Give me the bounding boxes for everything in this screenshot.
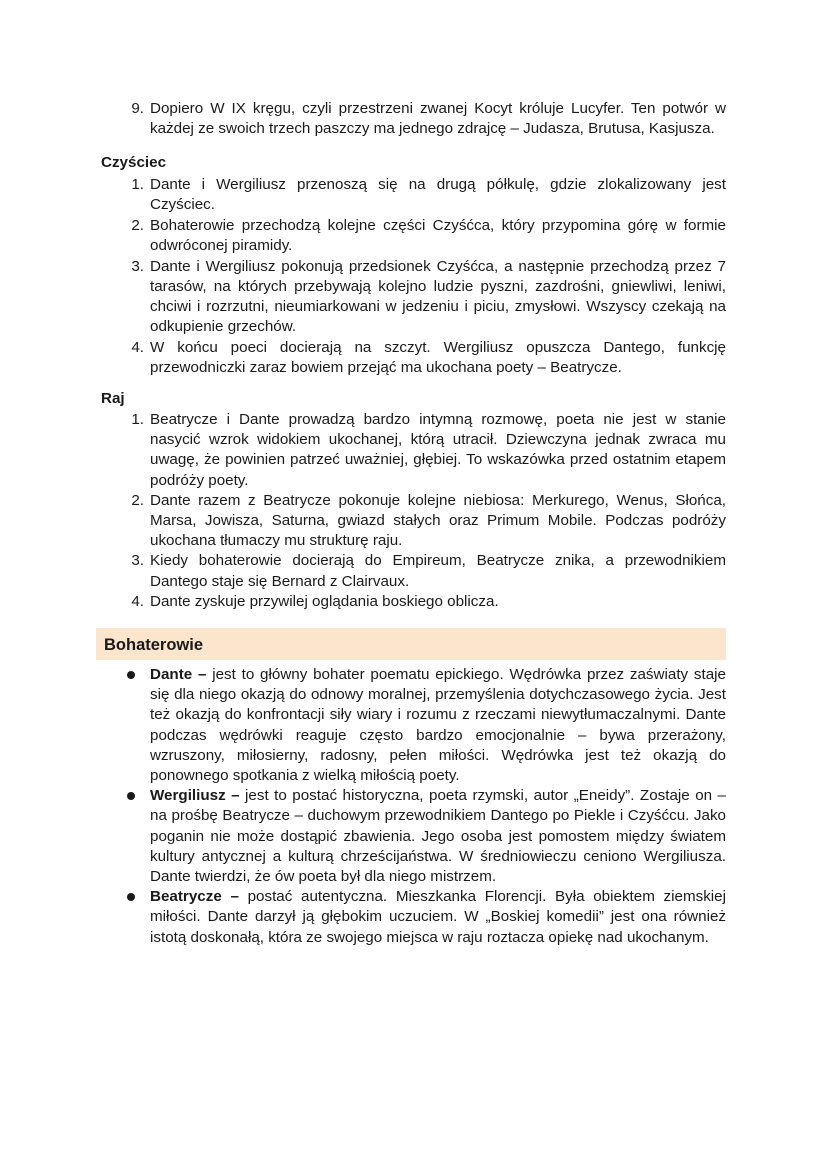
bullet-icon bbox=[127, 792, 135, 800]
hero-description: jest to główny bohater poematu epickiego. Wędrówka przez zaświaty staje się dla niego okazją do odnowy moralnej, przemyślenia dotychczasowego życia. Jest też okazją do konfrontacji siły wiary i rozumu z rzeczami niewytłumaczalnymi. Dante podczas wędrówki reaguje często bardzo emocjonalnie – bywa przerażony, wzruszony, miłosierny, radosny, pełen miłości. Wędrówka jest też okazją do ponownego spotkania z wielką miłością poety. bbox=[150, 666, 726, 785]
list-number: 3. bbox=[131, 257, 144, 275]
list-number: 2. bbox=[131, 216, 144, 234]
heroes-section-header bbox=[96, 628, 726, 660]
list-item bbox=[131, 338, 726, 378]
list-number: 9. bbox=[131, 100, 144, 117]
list-number: 2. bbox=[131, 491, 144, 509]
list-item bbox=[131, 175, 726, 215]
list-number: 1. bbox=[131, 176, 144, 193]
list-text: Beatrycze i Dante prowadzą bardzo intymną rozmowę, poeta nie jest w stanie nasycić wzrok widokiem ukochanej, którą utracił. Dziewczyna jednak zwraca mu uwagę, że powinien patrzeć uważniej, głębiej. To wskazówka przed ostatnim etapem podróży poety. bbox=[150, 411, 726, 489]
hero-name: Dante – bbox=[150, 666, 207, 683]
list-item bbox=[131, 551, 726, 591]
list-item bbox=[131, 592, 726, 612]
list-number: 4. bbox=[131, 339, 144, 357]
paradise-list bbox=[131, 410, 726, 612]
hero-description: postać autentyczna. Mieszkanka Florencji. Była obiektem ziemskiej miłości. Dante darzył ją głębokim uczuciem. W „Boskiej komedii” jest ona również istotą doskonałą, która ze swojego miejsca w raju roztacza opiekę nad ukochanym. bbox=[150, 888, 726, 946]
paradise-heading: Raj bbox=[101, 390, 125, 407]
list-text: Dopiero W IX kręgu, czyli przestrzeni zwanej Kocyt króluje Lucyfer. Ten potwór w każdej ze swoich trzech paszczy ma jednego zdrajcę – Judasza, Brutusa, Kasjusza. bbox=[150, 100, 726, 138]
list-text: Kiedy bohaterowie docierają do Empireum, Beatrycze znika, a przewodnikiem Dantego staje się Bernard z Clairvaux. bbox=[150, 552, 726, 590]
list-text: W końcu poeci docierają na szczyt. Wergiliusz opuszcza Dantego, funkcję przewodniczki zaraz bowiem przejąć ma ukochana poety – Beatrycze. bbox=[150, 339, 726, 377]
purgatory-heading: Czyściec bbox=[101, 154, 167, 171]
heroes-heading: Bohaterowie bbox=[104, 636, 204, 654]
hero-item-wergiliusz bbox=[150, 786, 726, 887]
list-item bbox=[131, 99, 726, 139]
list-text: Dante zyskuje przywilej oglądania boskiego oblicza. bbox=[150, 592, 499, 610]
hero-description: jest to postać historyczna, poeta rzymski, autor „Eneidy”. Zostaje on – na prośbę Beatrycze – duchowym przewodnikiem Dantego po Piekle i Czyśćcu. Jako poganin nie może dostąpić zbawienia. Jego osoba jest pomostem między światem kultury antycznej a kulturą chrześcijaństwa. W średniowieczu ceniono Wergiliusza. Dante twierdzi, że ów poeta był dla niego mistrzem. bbox=[150, 787, 726, 886]
hero-item-beatrycze bbox=[150, 887, 726, 948]
hero-item-dante bbox=[150, 665, 726, 786]
list-text: Dante i Wergiliusz pokonują przedsionek Czyśćca, a następnie przechodzą przez 7 tarasów, na których przebywają kolejno ludzie pyszni, zazdrośni, gniewliwi, leniwi, chciwi i rozrzutni, nieumiarkowani w jedzeniu i piciu, zmysłowi. Wszyscy czekają na odkupienie grzechów. bbox=[150, 257, 726, 336]
hero-name: Beatrycze – bbox=[150, 888, 239, 906]
list-item bbox=[131, 410, 726, 491]
list-text: Dante razem z Beatrycze pokonuje kolejne niebiosa: Merkurego, Wenus, Słońca, Marsa, Jowisza, Saturna, gwiazd stałych oraz Primum Mobile. Podczas podróży ukochana tłumaczy mu strukturę raju. bbox=[150, 491, 726, 550]
list-number: 4. bbox=[131, 592, 144, 610]
list-item bbox=[131, 257, 726, 338]
list-item bbox=[131, 491, 726, 552]
list-item bbox=[131, 216, 726, 256]
bullet-icon bbox=[127, 893, 135, 901]
list-text: Bohaterowie przechodzą kolejne części Czyśćca, który przypomina górę w formie odwróconej piramidy. bbox=[150, 216, 726, 255]
list-number: 1. bbox=[131, 411, 144, 428]
list-number: 3. bbox=[131, 552, 144, 570]
hero-name: Wergiliusz – bbox=[150, 787, 240, 805]
heroes-list bbox=[150, 665, 726, 948]
purgatory-list bbox=[131, 175, 726, 379]
bullet-icon bbox=[127, 671, 135, 679]
inferno-list-continued bbox=[131, 99, 726, 139]
list-text: Dante i Wergiliusz przenoszą się na drugą półkulę, gdzie zlokalizowany jest Czyściec. bbox=[150, 176, 726, 214]
